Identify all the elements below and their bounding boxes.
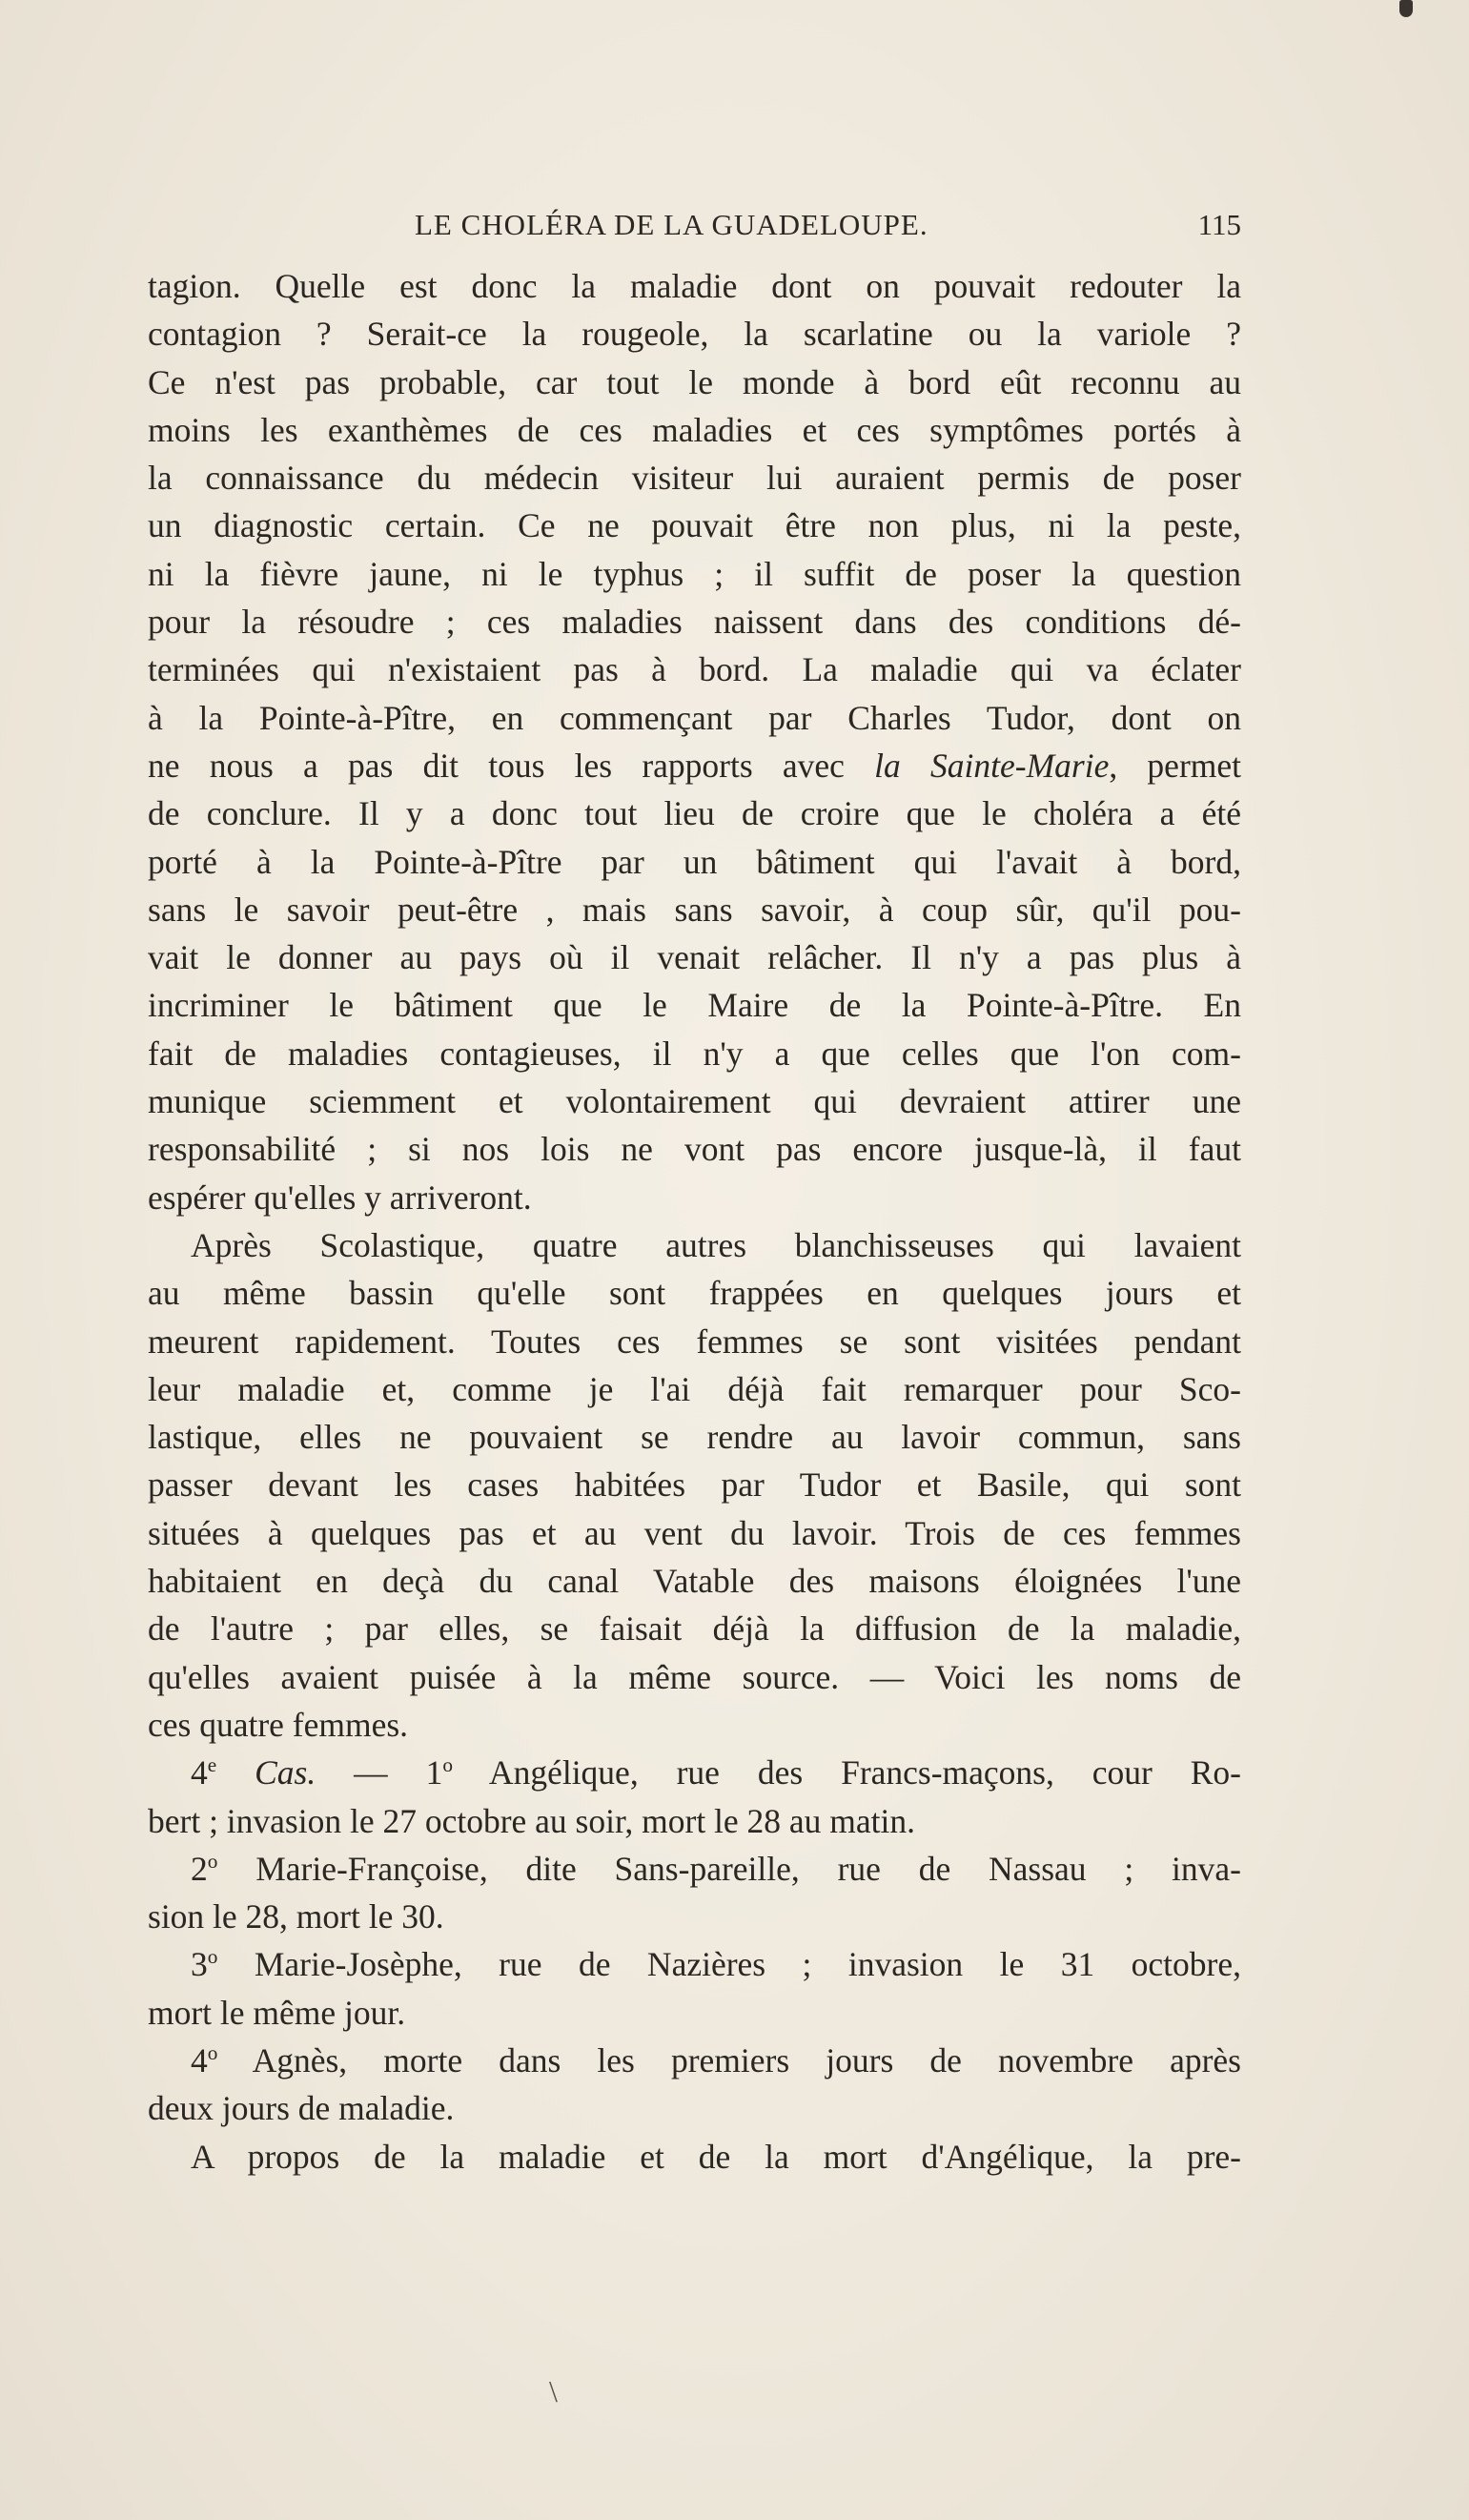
text-line: A propos de la maladie et de la mort d'Angélique, la pre- (191, 2137, 1241, 2176)
text-line: responsabilité ; si nos lois ne vont pas encore jusque-là, il faut (148, 1130, 1241, 1169)
text-run: ne nous a pas dit tous les rapports avec (148, 746, 875, 785)
page-number: 115 (1197, 208, 1241, 241)
text-line (148, 1845, 1241, 1893)
text-line: de l'autre ; par elles, se faisait déjà la diffusion de la maladie, (148, 1609, 1241, 1649)
stray-mark: \ (549, 2374, 558, 2408)
text-line: bert ; invasion le 27 octobre au soir, mort le 28 au matin. (148, 1801, 916, 1840)
text-line: mort le même jour. (148, 1993, 406, 2032)
text-line: fait de maladies contagieuses, il n'y a que celles que l'on com- (148, 1034, 1241, 1073)
ordinal-suffix: o (207, 1945, 218, 1969)
ship-name: la Sainte-Marie (874, 746, 1110, 785)
text-line (148, 1749, 1241, 1796)
text-line: leur maladie et, comme je l'ai déjà fait remarquer pour Sco- (148, 1369, 1241, 1408)
text-line: ni la fièvre jaune, ni le typhus ; il suffit de poser la question (148, 554, 1241, 593)
text-line: de conclure. Il y a donc tout lieu de croire que le choléra a été (148, 794, 1241, 833)
text-run: Agnès, morte dans les premiers jours de novembre après (217, 2040, 1241, 2080)
text-run: — 1 (316, 1753, 443, 1793)
ordinal-suffix: o (442, 1753, 453, 1777)
text-line: sans le savoir peut-être , mais sans savoir, à coup sûr, qu'il pou- (148, 890, 1241, 929)
case-label: Cas. (255, 1753, 316, 1793)
text-line: Après Scolastique, quatre autres blanchisseuses qui lavaient (191, 1225, 1241, 1264)
text-line (148, 2037, 1241, 2084)
running-title: LE CHOLÉRA DE LA GUADELOUPE. (415, 208, 928, 241)
ordinal-suffix: o (207, 1850, 218, 1874)
body-text (148, 262, 1241, 2181)
text-run: Angélique, rue des Francs-maçons, cour Ro- (452, 1753, 1242, 1793)
text-line: contagion ? Serait-ce la rougeole, la scarlatine ou la variole ? (148, 315, 1241, 354)
text-line: lastique, elles ne pouvaient se rendre au lavoir commun, sans (148, 1418, 1241, 1457)
text-line: espérer qu'elles y arriveront. (148, 1178, 532, 1217)
text-line: meurent rapidement. Toutes ces femmes se sont visitées pendant (148, 1321, 1241, 1361)
text-line: pour la résoudre ; ces maladies naissent dans des conditions dé- (148, 603, 1241, 642)
text-line (148, 1940, 1241, 1988)
text-run: , permet (1109, 746, 1241, 785)
text-line: incriminer le bâtiment que le Maire de la Pointe-à-Pître. En (148, 986, 1241, 1025)
text-line: deux jours de maladie. (148, 2089, 455, 2128)
running-header (148, 208, 1241, 256)
text-line: sion le 28, mort le 30. (148, 1897, 444, 1936)
list-number: 2 (191, 1849, 208, 1888)
text-run: Marie-Françoise, dite Sans-pareille, rue de Nassau ; inva- (217, 1849, 1241, 1888)
ordinal-suffix: e (207, 1753, 217, 1777)
text-line: Ce n'est pas probable, car tout le monde à bord eût reconnu au (148, 362, 1241, 401)
ordinal-suffix: o (207, 2041, 218, 2065)
text-run: Marie-Josèphe, rue de Nazières ; invasion le 31 octobre, (217, 1945, 1241, 1984)
list-number: 4 (191, 2040, 208, 2080)
text-line: passer devant les cases habitées par Tudor et Basile, qui sont (148, 1465, 1241, 1505)
text-line: au même bassin qu'elle sont frappées en quelques jours et (148, 1274, 1241, 1313)
text-line: situées à quelques pas et au vent du lavoir. Trois de ces femmes (148, 1513, 1241, 1552)
text-line: porté à la Pointe-à-Pître par un bâtiment qui l'avait à bord, (148, 842, 1241, 881)
text-line: ces quatre femmes. (148, 1705, 409, 1744)
case-number: 4 (191, 1753, 208, 1793)
text-line: à la Pointe-à-Pître, en commençant par Charles Tudor, dont on (148, 698, 1241, 737)
text-line: terminées qui n'existaient pas à bord. La maladie qui va éclater (148, 650, 1241, 689)
text-line (148, 742, 1241, 789)
list-number: 3 (191, 1945, 208, 1984)
text-line: vait le donner au pays où il venait relâcher. Il n'y a pas plus à (148, 938, 1241, 977)
text-line: tagion. Quelle est donc la maladie dont on pouvait redouter la (148, 267, 1241, 305)
text-line: habitaient en deçà du canal Vatable des maisons éloignées l'une (148, 1562, 1241, 1601)
ink-blot (1399, 0, 1413, 17)
text-line: la connaissance du médecin visiteur lui auraient permis de poser (148, 459, 1241, 498)
text-line: moins les exanthèmes de ces maladies et ces symptômes portés à (148, 410, 1241, 449)
text-line: qu'elles avaient puisée à la même source. — Voici les noms de (148, 1657, 1241, 1696)
text-line: un diagnostic certain. Ce ne pouvait être non plus, ni la peste, (148, 506, 1241, 545)
text-line: munique sciemment et volontairement qui devraient attirer une (148, 1082, 1241, 1121)
